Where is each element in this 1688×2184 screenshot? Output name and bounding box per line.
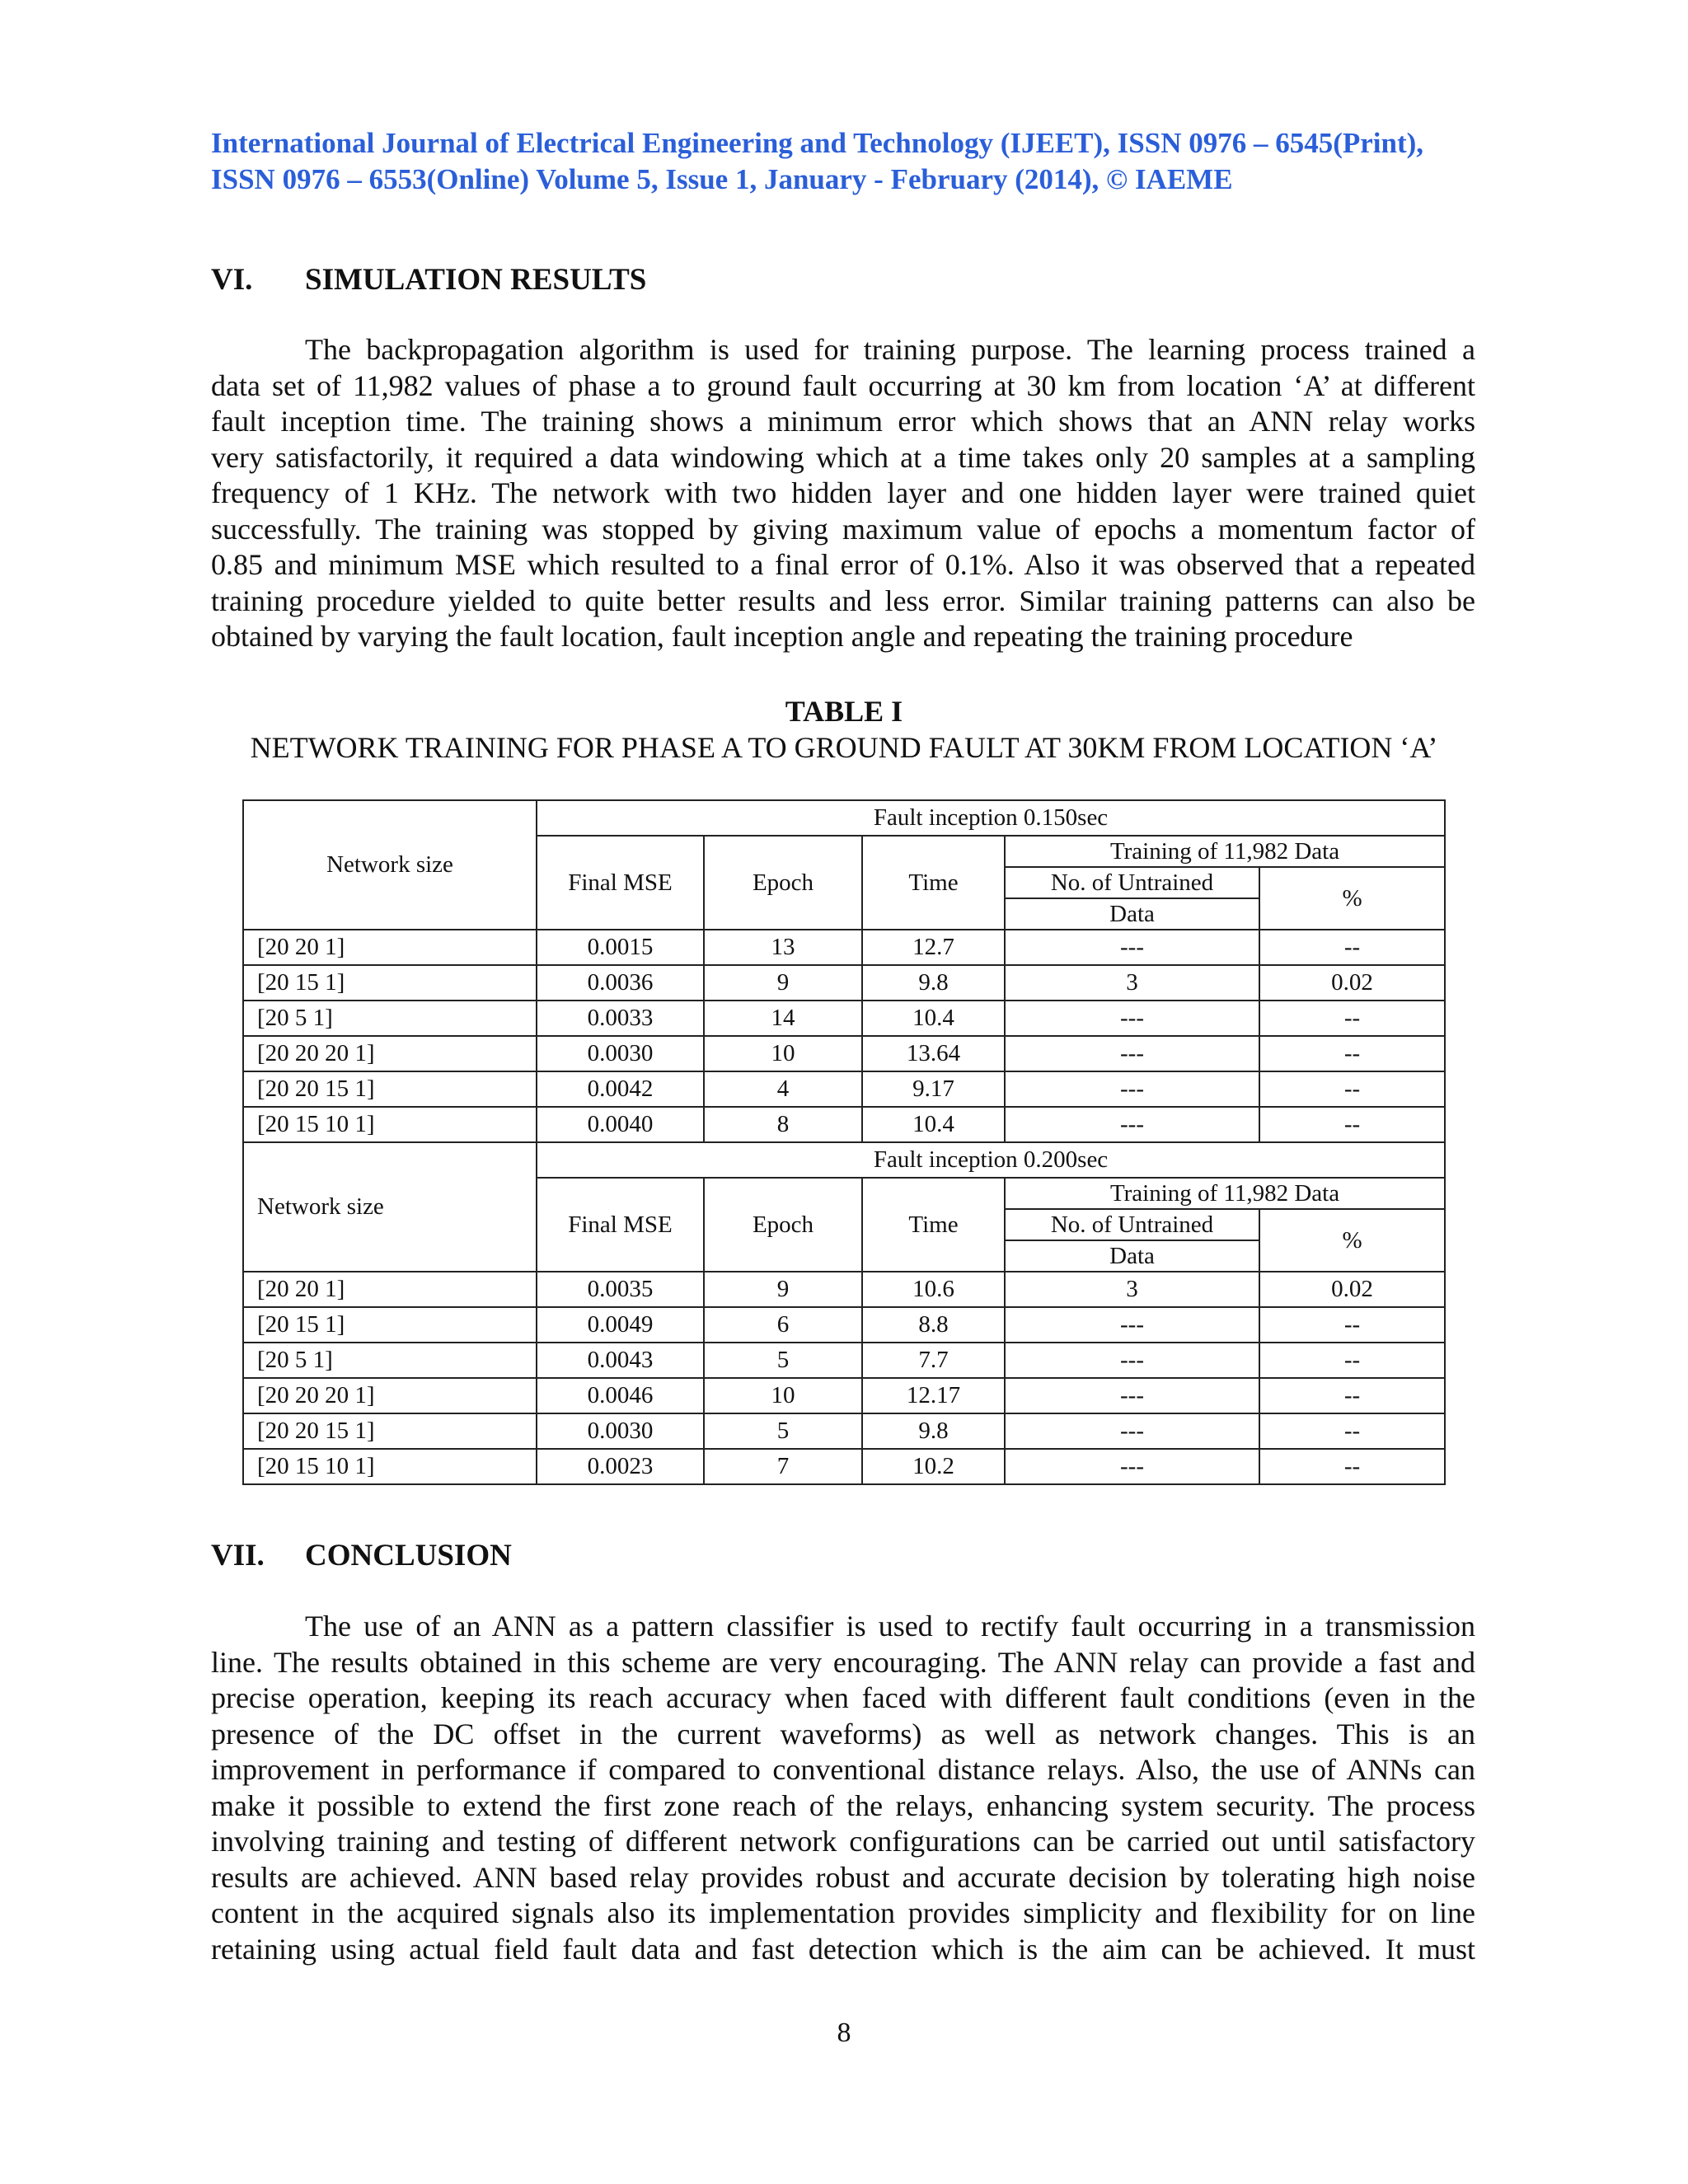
time-cell: 9.8 xyxy=(862,1413,1005,1449)
final-mse-cell: 0.0030 xyxy=(537,1036,704,1071)
time-cell: 7.7 xyxy=(862,1343,1005,1378)
epoch-cell: 9 xyxy=(704,1272,862,1307)
paragraph-line: data set of 11,982 values of phase a to ground fault occurring at 30 km from location ‘A’ at different xyxy=(211,368,1475,402)
network-size-cell: [20 5 1] xyxy=(243,1343,537,1378)
network-size-cell: [20 20 20 1] xyxy=(243,1378,537,1413)
time-header: Time xyxy=(862,836,1005,930)
network-size-cell: [20 20 1] xyxy=(243,930,537,965)
percent-cell: 0.02 xyxy=(1259,1272,1445,1307)
untrained-cell: --- xyxy=(1005,1071,1259,1107)
final-mse-cell: 0.0043 xyxy=(537,1343,704,1378)
paragraph-line: improvement in performance if compared to conventional distance relays. Also, the use of ANNs can xyxy=(211,1753,1475,1786)
network-size-header: Network size xyxy=(243,800,537,930)
percent-cell: 0.02 xyxy=(1259,965,1445,1001)
time-cell: 13.64 xyxy=(862,1036,1005,1071)
epoch-cell: 14 xyxy=(704,1001,862,1036)
section-title: SIMULATION RESULTS xyxy=(305,263,647,297)
paragraph-line: presence of the DC offset in the current waveforms) as well as network changes. This is an xyxy=(211,1717,1475,1750)
epoch-cell: 5 xyxy=(704,1343,862,1378)
untrained-cell: 3 xyxy=(1005,1272,1259,1307)
percent-cell: -- xyxy=(1259,1307,1445,1343)
epoch-cell: 8 xyxy=(704,1107,862,1142)
time-cell: 10.6 xyxy=(862,1272,1005,1307)
paragraph-line: precise operation, keeping its reach accuracy when faced with different fault conditions (even in the xyxy=(211,1681,1475,1714)
final-mse-cell: 0.0036 xyxy=(537,965,704,1001)
paragraph-line: retaining using actual field fault data and fast detection which is the aim can be achieved. It must xyxy=(211,1932,1475,1966)
epoch-header: Epoch xyxy=(704,1178,862,1272)
table-row xyxy=(243,1343,1445,1378)
time-cell: 12.17 xyxy=(862,1378,1005,1413)
conclusion-paragraph xyxy=(211,1609,1475,1967)
paragraph-line: involving training and testing of different network configurations can be carried out until satisfactory xyxy=(211,1825,1475,1858)
paragraph-line: successfully. The training was stopped by giving maximum value of epochs a momentum factor of xyxy=(211,512,1475,546)
paragraph-line: results are achieved. ANN based relay provides robust and accurate decision by tolerating high noise xyxy=(211,1860,1475,1894)
table-caption: NETWORK TRAINING FOR PHASE A TO GROUND FAULT AT 30KM FROM LOCATION ‘A’ xyxy=(250,731,1438,764)
network-size-cell: [20 20 20 1] xyxy=(243,1036,537,1071)
table-row xyxy=(243,930,1445,965)
percent-cell: -- xyxy=(1259,1343,1445,1378)
untrained-header-line-2: Data xyxy=(1005,1240,1259,1272)
epoch-cell: 6 xyxy=(704,1307,862,1343)
final-mse-cell: 0.0035 xyxy=(537,1272,704,1307)
epoch-cell: 5 xyxy=(704,1413,862,1449)
network-size-cell: [20 20 1] xyxy=(243,1272,537,1307)
epoch-header: Epoch xyxy=(704,836,862,930)
time-cell: 12.7 xyxy=(862,930,1005,965)
time-cell: 10.4 xyxy=(862,1107,1005,1142)
table-row xyxy=(243,1378,1445,1413)
time-header: Time xyxy=(862,1178,1005,1272)
percent-header: % xyxy=(1259,867,1445,930)
final-mse-cell: 0.0023 xyxy=(537,1449,704,1484)
section-number: VI. xyxy=(211,263,253,297)
final-mse-cell: 0.0030 xyxy=(537,1413,704,1449)
final-mse-header: Final MSE xyxy=(537,1178,704,1272)
untrained-cell: 3 xyxy=(1005,965,1259,1001)
journal-header-line-1: International Journal of Electrical Engineering and Technology (IJEET), ISSN 0976 – 6545(Print), xyxy=(211,127,1424,159)
network-size-cell: [20 15 10 1] xyxy=(243,1107,537,1142)
table-row xyxy=(243,1036,1445,1071)
section-heading-simulation-results xyxy=(211,262,646,298)
untrained-cell: --- xyxy=(1005,1107,1259,1142)
time-cell: 9.17 xyxy=(862,1071,1005,1107)
table-row xyxy=(243,1071,1445,1107)
time-cell: 9.8 xyxy=(862,965,1005,1001)
percent-cell: -- xyxy=(1259,930,1445,965)
table-row xyxy=(243,1449,1445,1484)
paragraph-line: The use of an ANN as a pattern classifier is used to rectify fault occurring in a transmission xyxy=(305,1610,1475,1643)
final-mse-cell: 0.0033 xyxy=(537,1001,704,1036)
section-title: CONCLUSION xyxy=(305,1539,512,1572)
network-size-cell: [20 15 1] xyxy=(243,1307,537,1343)
network-size-cell: [20 20 15 1] xyxy=(243,1413,537,1449)
percent-cell: -- xyxy=(1259,1378,1445,1413)
page-number: 8 xyxy=(837,2018,851,2048)
percent-cell: -- xyxy=(1259,1107,1445,1142)
percent-cell: -- xyxy=(1259,1413,1445,1449)
percent-cell: -- xyxy=(1259,1449,1445,1484)
untrained-header-line-2: Data xyxy=(1005,898,1259,930)
paragraph-line: frequency of 1 KHz. The network with two hidden layer and one hidden layer were trained quiet xyxy=(211,476,1475,509)
paragraph-line: fault inception time. The training shows a minimum error which shows that an ANN relay works xyxy=(211,405,1475,438)
network-size-cell: [20 15 1] xyxy=(243,965,537,1001)
final-mse-cell: 0.0046 xyxy=(537,1378,704,1413)
table-row xyxy=(243,965,1445,1001)
paragraph-line: very satisfactorily, it required a data windowing which at a time takes only 20 samples at a sampling xyxy=(211,440,1475,474)
network-size-header: Network size xyxy=(243,1142,537,1272)
training-data-header: Training of 11,982 Data xyxy=(1005,836,1445,867)
fault-inception-header-2: Fault inception 0.200sec xyxy=(537,1142,1445,1178)
paragraph-line: line. The results obtained in this scheme are very encouraging. The ANN relay can provide a fast and xyxy=(211,1645,1475,1679)
untrained-cell: --- xyxy=(1005,1001,1259,1036)
network-size-cell: [20 15 10 1] xyxy=(243,1449,537,1484)
table-row xyxy=(243,1107,1445,1142)
table-title: TABLE I xyxy=(785,695,903,728)
epoch-cell: 10 xyxy=(704,1378,862,1413)
journal-header xyxy=(211,125,1480,198)
epoch-cell: 9 xyxy=(704,965,862,1001)
untrained-header-line-1: No. of Untrained xyxy=(1005,1209,1259,1240)
journal-header-line-2: ISSN 0976 – 6553(Online) Volume 5, Issue 1, January - February (2014), © IAEME xyxy=(211,163,1233,195)
section-heading-conclusion xyxy=(211,1538,512,1573)
time-cell: 10.4 xyxy=(862,1001,1005,1036)
network-training-table xyxy=(242,799,1446,1485)
final-mse-cell: 0.0042 xyxy=(537,1071,704,1107)
untrained-cell: --- xyxy=(1005,1036,1259,1071)
final-mse-cell: 0.0049 xyxy=(537,1307,704,1343)
untrained-cell: --- xyxy=(1005,1343,1259,1378)
paragraph-line: obtained by varying the fault location, fault inception angle and repeating the training procedure xyxy=(211,620,1353,653)
epoch-cell: 7 xyxy=(704,1449,862,1484)
untrained-cell: --- xyxy=(1005,930,1259,965)
fault-inception-header-1: Fault inception 0.150sec xyxy=(537,800,1445,836)
final-mse-cell: 0.0015 xyxy=(537,930,704,965)
untrained-cell: --- xyxy=(1005,1307,1259,1343)
paragraph-line: 0.85 and minimum MSE which resulted to a final error of 0.1%. Also it was observed that a repeated xyxy=(211,548,1475,581)
percent-cell: -- xyxy=(1259,1001,1445,1036)
simulation-results-paragraph xyxy=(211,332,1475,655)
epoch-cell: 13 xyxy=(704,930,862,965)
paragraph-line: training procedure yielded to quite better results and less error. Similar training patterns can also be xyxy=(211,583,1475,617)
time-cell: 8.8 xyxy=(862,1307,1005,1343)
epoch-cell: 4 xyxy=(704,1071,862,1107)
table-row xyxy=(243,1307,1445,1343)
time-cell: 10.2 xyxy=(862,1449,1005,1484)
untrained-cell: --- xyxy=(1005,1449,1259,1484)
network-size-cell: [20 5 1] xyxy=(243,1001,537,1036)
percent-cell: -- xyxy=(1259,1071,1445,1107)
training-data-header: Training of 11,982 Data xyxy=(1005,1178,1445,1209)
percent-cell: -- xyxy=(1259,1036,1445,1071)
paragraph-line: content in the acquired signals also its implementation provides simplicity and flexibility for on line xyxy=(211,1896,1475,1929)
final-mse-header: Final MSE xyxy=(537,836,704,930)
table-row xyxy=(243,1001,1445,1036)
table-row xyxy=(243,1413,1445,1449)
paragraph-line: The backpropagation algorithm is used for training purpose. The learning process trained a xyxy=(305,333,1475,366)
final-mse-cell: 0.0040 xyxy=(537,1107,704,1142)
untrained-cell: --- xyxy=(1005,1413,1259,1449)
section-number: VII. xyxy=(211,1539,265,1572)
epoch-cell: 10 xyxy=(704,1036,862,1071)
paragraph-line: make it possible to extend the first zone reach of the relays, enhancing system security. The process xyxy=(211,1788,1475,1822)
untrained-header-line-1: No. of Untrained xyxy=(1005,867,1259,898)
network-size-cell: [20 20 15 1] xyxy=(243,1071,537,1107)
percent-header: % xyxy=(1259,1209,1445,1272)
table-row xyxy=(243,1272,1445,1307)
untrained-cell: --- xyxy=(1005,1378,1259,1413)
